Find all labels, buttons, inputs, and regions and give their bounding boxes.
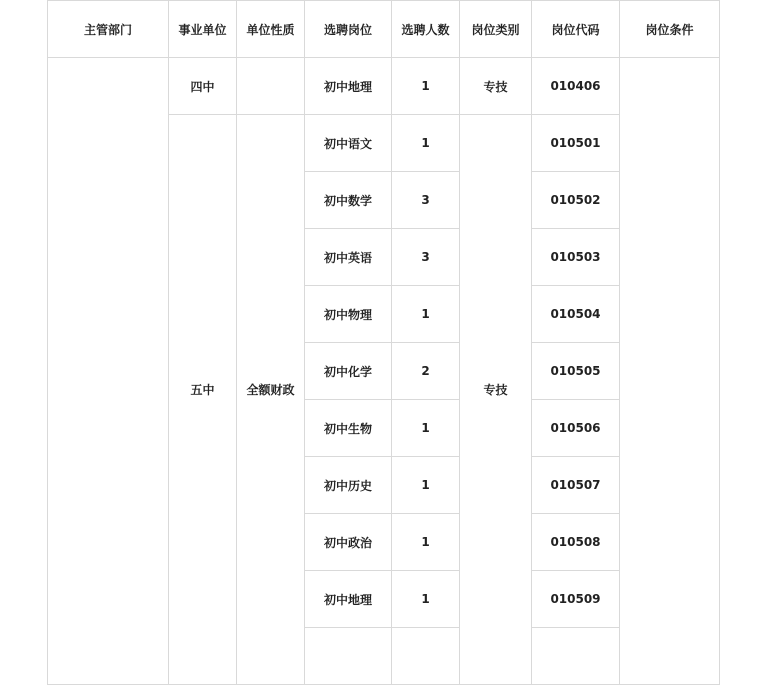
post-cell: 初中化学	[305, 343, 392, 400]
header-count: 选聘人数	[392, 1, 460, 58]
code-cell: 010508	[532, 514, 620, 571]
code-cell: 010507	[532, 457, 620, 514]
header-conditions: 岗位条件	[620, 1, 720, 58]
count-cell: 1	[392, 457, 460, 514]
header-dept: 主管部门	[48, 1, 169, 58]
conditions-cell	[620, 58, 720, 685]
table-row	[48, 58, 720, 115]
post-cell: 初中数学	[305, 172, 392, 229]
post-cell: 初中语文	[305, 115, 392, 172]
post-cell: 初中地理	[305, 571, 392, 628]
header-category: 岗位类别	[460, 1, 532, 58]
header-unit: 事业单位	[169, 1, 237, 58]
dept-cell	[48, 58, 169, 685]
post-cell: 初中生物	[305, 400, 392, 457]
code-cell: 010505	[532, 343, 620, 400]
count-cell: 1	[392, 400, 460, 457]
post-cell: 初中地理	[305, 58, 392, 115]
code-cell: 010506	[532, 400, 620, 457]
count-cell: 2	[392, 343, 460, 400]
code-cell: 010504	[532, 286, 620, 343]
code-cell: 010503	[532, 229, 620, 286]
count-cell: 1	[392, 571, 460, 628]
post-cell: 初中政治	[305, 514, 392, 571]
unit-cell: 五中	[169, 115, 237, 685]
category-cell: 专技	[460, 115, 532, 685]
count-cell: 3	[392, 229, 460, 286]
count-cell: 1	[392, 514, 460, 571]
post-cell	[305, 628, 392, 685]
code-cell: 010501	[532, 115, 620, 172]
category-cell: 专技	[460, 58, 532, 115]
count-cell	[392, 628, 460, 685]
table-header-row	[48, 1, 720, 58]
header-post: 选聘岗位	[305, 1, 392, 58]
post-cell: 初中历史	[305, 457, 392, 514]
count-cell: 1	[392, 115, 460, 172]
code-cell: 010502	[532, 172, 620, 229]
count-cell: 1	[392, 58, 460, 115]
recruitment-table	[47, 0, 720, 685]
nature-cell	[237, 58, 305, 115]
header-nature: 单位性质	[237, 1, 305, 58]
code-cell: 010509	[532, 571, 620, 628]
post-cell: 初中英语	[305, 229, 392, 286]
code-cell	[532, 628, 620, 685]
header-code: 岗位代码	[532, 1, 620, 58]
nature-cell: 全额财政	[237, 115, 305, 685]
unit-cell: 四中	[169, 58, 237, 115]
count-cell: 3	[392, 172, 460, 229]
post-cell: 初中物理	[305, 286, 392, 343]
count-cell: 1	[392, 286, 460, 343]
code-cell: 010406	[532, 58, 620, 115]
